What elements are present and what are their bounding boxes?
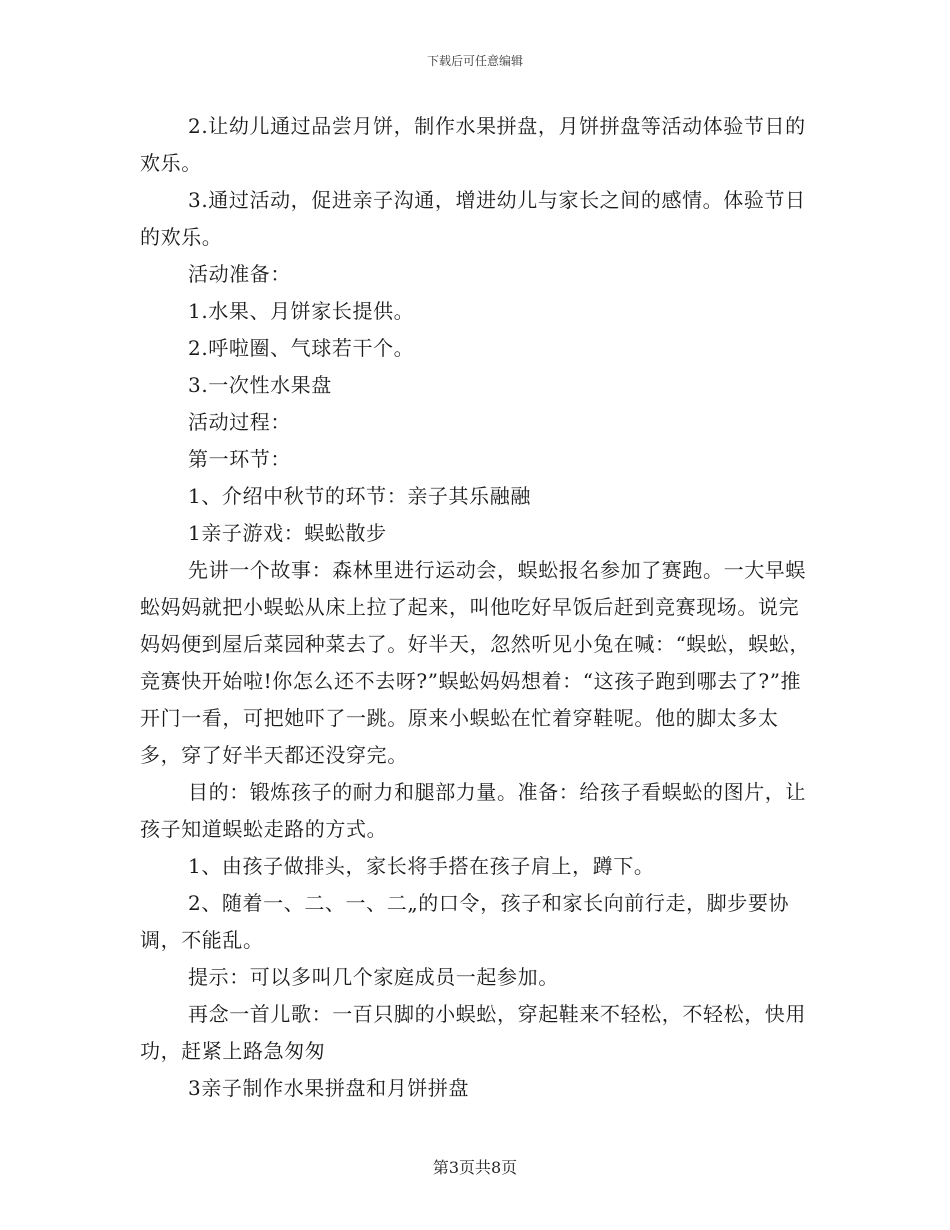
paragraph: 2.让幼儿通过品尝月饼，制作水果拼盘，月饼拼盘等活动体验节日的欢乐。 (140, 114, 806, 175)
list-item: 1、由孩子做排头，家长将手搭在孩子肩上，蹲下。 (188, 854, 655, 878)
list-item: 2、随着一、二、一、二„的口令，孩子和家长向前行走，脚步要协调，不能乱。 (140, 891, 790, 952)
paragraph: 提示：可以多叫几个家庭成员一起参加。 (188, 965, 559, 989)
paragraph: 目的：锻炼孩子的耐力和腿部力量。准备：给孩子看蜈蚣的图片，让孩子知道蜈蚣走路的方式。 (140, 780, 806, 841)
page-footer: 第3页共8页 (432, 1158, 518, 1177)
paragraph: 3.通过活动，促进亲子沟通，增进幼儿与家长之间的感情。体验节日的欢乐。 (140, 188, 806, 249)
page-header: 下载后可任意编辑 (426, 54, 523, 68)
list-item: 3亲子制作水果拼盘和月饼拼盘 (188, 1076, 470, 1100)
paragraph: 先讲一个故事：森林里进行运动会，蜈蚣报名参加了赛跑。一大早蜈蚣妈妈就把小蜈蚣从床上拉了起来，叫他吃好早饭后赶到竞赛现场。说完妈妈便到屋后菜园种菜去了。好半天，忽然听见小兔在喊：“蜈蚣，蜈蚣，竞赛快开始啦!你怎么还不去呀?”蜈蚣妈妈想着：“这孩子跑到哪去了?”推开门一看，可把她吓了一跳。原来小蜈蚣在忙着穿鞋呢。他的脚太多太多，穿了好半天都还没穿完。 (140, 558, 811, 767)
paragraph: 再念一首儿歌：一百只脚的小蜈蚣，穿起鞋来不轻松，不轻松，快用功，赶紧上路急匆匆 (140, 1002, 806, 1063)
list-item: 1亲子游戏：蜈蚣散步 (188, 521, 387, 545)
section-heading: 活动过程： (188, 410, 291, 434)
list-item: 1、介绍中秋节的环节：亲子其乐融融 (188, 484, 531, 508)
section-heading: 第一环节： (188, 447, 291, 471)
list-item: 1.水果、月饼家长提供。 (188, 299, 415, 323)
list-item: 3.一次性水果盘 (188, 373, 332, 397)
document-body (140, 108, 812, 1107)
section-heading: 活动准备： (188, 262, 291, 286)
list-item: 2.呼啦圈、气球若干个。 (188, 336, 415, 360)
